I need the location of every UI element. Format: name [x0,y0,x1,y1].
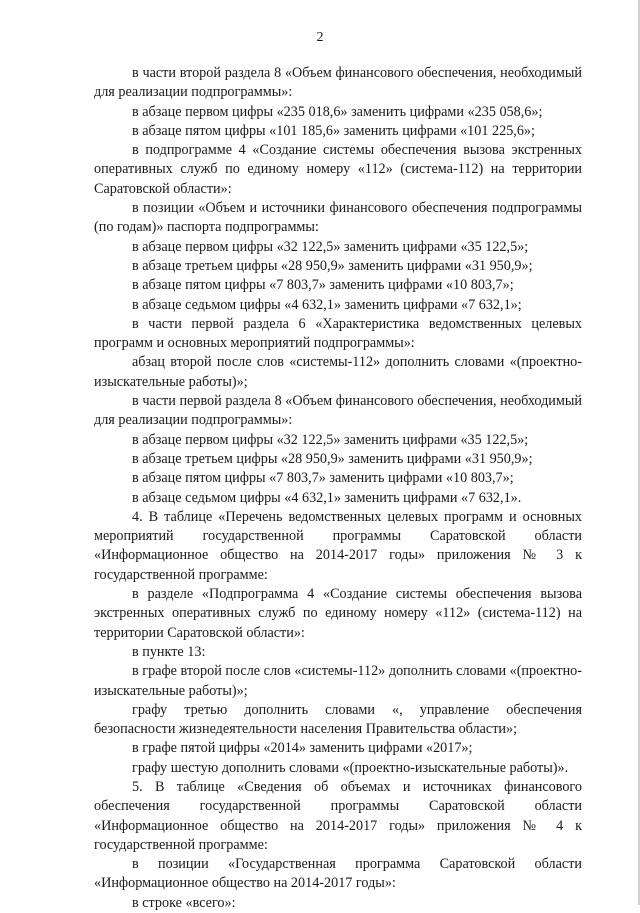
paragraph: в части первой раздела 8 «Объем финансового обеспечения, необходимый для реализации подпрограммы»: [94,393,582,429]
paragraph: в абзаце пятом цифры «101 185,6» заменить цифрами «101 225,6»; [132,122,535,139]
paragraph: графу шестую дополнить словами «(проектно-изыскательные работы)». [132,759,569,776]
paragraph: 4. В таблице «Перечень ведомственных целевых программ и основных мероприятий государственной программы Саратовской области «Информационное общество на 2014-2017 годы» приложения № 3 к государственной программе: [94,508,582,583]
paragraph: в абзаце пятом цифры «7 803,7» заменить цифрами «10 803,7»; [132,470,514,487]
paragraph: в абзаце третьем цифры «28 950,9» заменить цифрами «31 950,9»; [132,257,533,274]
paragraph: в абзаце первом цифры «32 122,5» заменить цифрами «35 122,5»; [132,431,529,448]
paragraph: в абзаце седьмом цифры «4 632,1» заменить цифрами «7 632,1»; [132,296,522,313]
paragraph: в абзаце первом цифры «235 018,6» заменить цифрами «235 058,6»; [132,103,543,120]
paragraph: в графе пятой цифры «2014» заменить цифрами «2017»; [132,740,473,757]
paragraph: в подпрограмме 4 «Создание системы обеспечения вызова экстренных оперативных служб по единому номеру «112» (система-112) на территории Саратовской области»: [94,142,582,197]
paragraph: в разделе «Подпрограмма 4 «Создание системы обеспечения вызова экстренных оперативных служб по единому номеру «112» (система-112) на территории Саратовской области»: [94,586,582,641]
paragraph: в пункте 13: [132,643,206,660]
paragraph: в строке «всего»: [132,894,236,911]
paragraph: графу третью дополнить словами «, управление обеспечения безопасности жизнедеятельности населения Правительства области»; [94,701,582,738]
paragraph: в абзаце третьем цифры «28 950,9» заменить цифрами «31 950,9»; [132,450,533,467]
paragraph: в позиции «Объем и источники финансового обеспечения подпрограммы (по годам)» паспорта подпрограммы: [94,200,582,236]
paragraph: в части первой раздела 6 «Характеристика ведомственных целевых программ и основных мероприятий подпрограммы»: [94,315,582,352]
document-body [94,64,582,913]
paragraph: в абзаце пятом цифры «7 803,7» заменить цифрами «10 803,7»; [132,277,514,294]
paragraph: в части второй раздела 8 «Объем финансового обеспечения, необходимый для реализации подпрограммы»: [94,65,582,101]
page-number: 2 [316,30,324,45]
paragraph: в графе второй после слов «системы-112» дополнить словами «(проектно-изыскательные работы)»; [94,663,582,699]
paragraph: в абзаце седьмом цифры «4 632,1» заменить цифрами «7 632,1». [132,489,522,506]
paragraph: 5. В таблице «Сведения об объемах и источниках финансового обеспечения государственной программы Саратовской области «Информационное общество на 2014-2017 годы» приложения № 4 к государственной программе: [94,778,582,853]
paragraph: абзац второй после слов «системы-112» дополнить словами «(проектно-изыскательные работы)»; [94,354,582,390]
paragraph: в позиции «Государственная программа Саратовской области «Информационное общество на 2014-2017 годы»: [94,856,582,892]
paragraph: в абзаце первом цифры «32 122,5» заменить цифрами «35 122,5»; [132,238,529,255]
